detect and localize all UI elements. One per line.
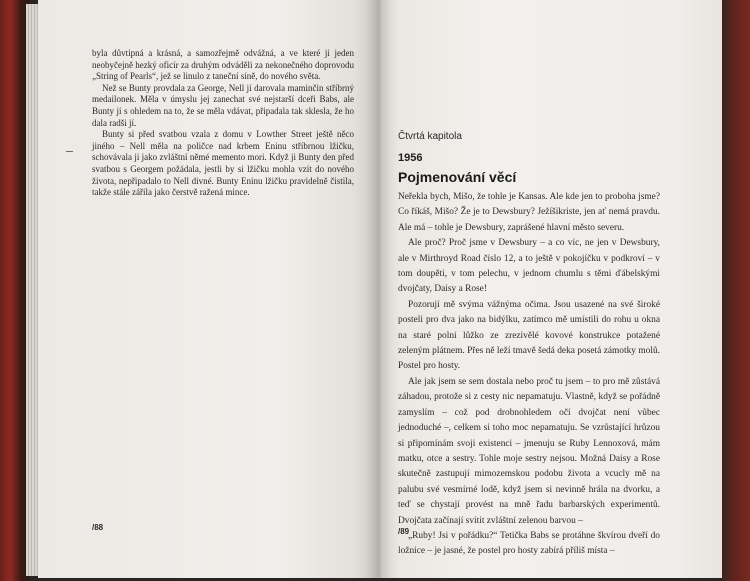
chapter-title: Pojmenování věcí [398, 169, 517, 185]
gutter-shadow [366, 0, 392, 578]
right-page-number: /89 [398, 527, 410, 536]
right-paragraph-3: Pozorují mě svýma vážnýma očima. Jsou usazené na své široké posteli pro dva jako na bidýlku, zatímco mě umístili do rohu u okna na staré polní lůžko ze zrezivělé kovové konstrukce potažené zeleným plátnem. Přes ně leží tmavě šedá deka posetá zámotky molů. Postel pro hosty. [398, 299, 660, 372]
left-page-number: /88 [92, 523, 104, 532]
left-paragraph-1: byla důvtipná a krásná, a samozřejmě odvážná, a ve které ji jeden neobyčejně hezký oficír za druhým odváděli za nekonečného doprovodu „String of Pearls“, jež se linulo z taneční síně, do nového světa. [92, 48, 354, 82]
book-cover-edge-right [722, 0, 750, 581]
left-paragraph-2: Než se Bunty provdala za George, Nell jí darovala maminčin stříbrný medailonek. Měla v úmyslu jej zanechat své nejstarší dceři Babs, ale Bunty jí s ohledem na to, že se měla vdávat, připadala tak sklesla, že ho dala radši jí. [92, 82, 354, 128]
right-page-text [398, 190, 660, 560]
left-page-text [92, 48, 354, 199]
right-paragraph-2: Ale proč? Proč jsme v Dewsbury – a co víc, ne jen v Dewsbury, ale v Mirthroyd Road číslo 12, a to ještě v pokojíčku v podkroví – v tom doupěti, v tom pelechu, v jednom chumlu s těmi ďábelskými dvojčaty, Daisy a Rose! [398, 238, 660, 295]
chapter-year: 1956 [398, 152, 423, 164]
left-paragraph-3: Bunty si před svatbou vzala z domu v Lowther Street ještě něco jiného – Nell měla na poličce nad krbem Eninu stříbrnou lžičku, schovávala ji jako zvláštní němé memento mori. Když ji Bunty den před svatbou s Georgem požádala, jestli by si lžičku mohla vzít do nového života, nepřipadalo to Nell divné. Bunty Eninu lžičku pravidelně čistila, takže stále zářila jako čerstvě ražená mince. [92, 129, 354, 198]
right-paragraph-4: Ale jak jsem se sem dostala nebo proč tu jsem – to pro mě zůstává záhadou, protože si z cesty nic nepamatuju. Vlastně, když se pořádně zamyslím – což pod drobnohledem očí dvojčat není vůbec jednoduché –, celkem si toho moc nepamatuju. Se vzrůstající hrůzou si připomínám svoji existenci – jmenuju se Ruby Lennoxová, mám matku, otce a sestry. Tohle moje sestry nejsou. Možná Daisy a Rose skutečně zastupují mimozemskou podobu života a vcucly mě na palubu své vesmírné lodě, když jsem si nevinně hrála na dvorku, a teď se chystají provést na mně řadu barbarských experimentů. Dvojčata začínají svítit zvláštní zelenou barvou – [398, 376, 660, 526]
right-paragraph-5: „Ruby! Jsi v pořádku?“ Tetička Babs se protáhne škvírou dveří do ložnice – je jasné, že postel pro hosty zabírá příliš místa – [398, 530, 660, 557]
margin-pencil-mark [66, 151, 73, 152]
right-paragraph-1: Neřekla bych, Mišo, že tohle je Kansas. Ale kde jen to proboha jsme? Co říkáš, Mišo? Že je to Dewsbury? Ježíšikriste, jen ať nemá pravdu. Ale má – tohle je Dewsbury, zaprášené hlavní město severu. [398, 192, 660, 233]
chapter-label: Čtvrtá kapitola [398, 131, 462, 142]
